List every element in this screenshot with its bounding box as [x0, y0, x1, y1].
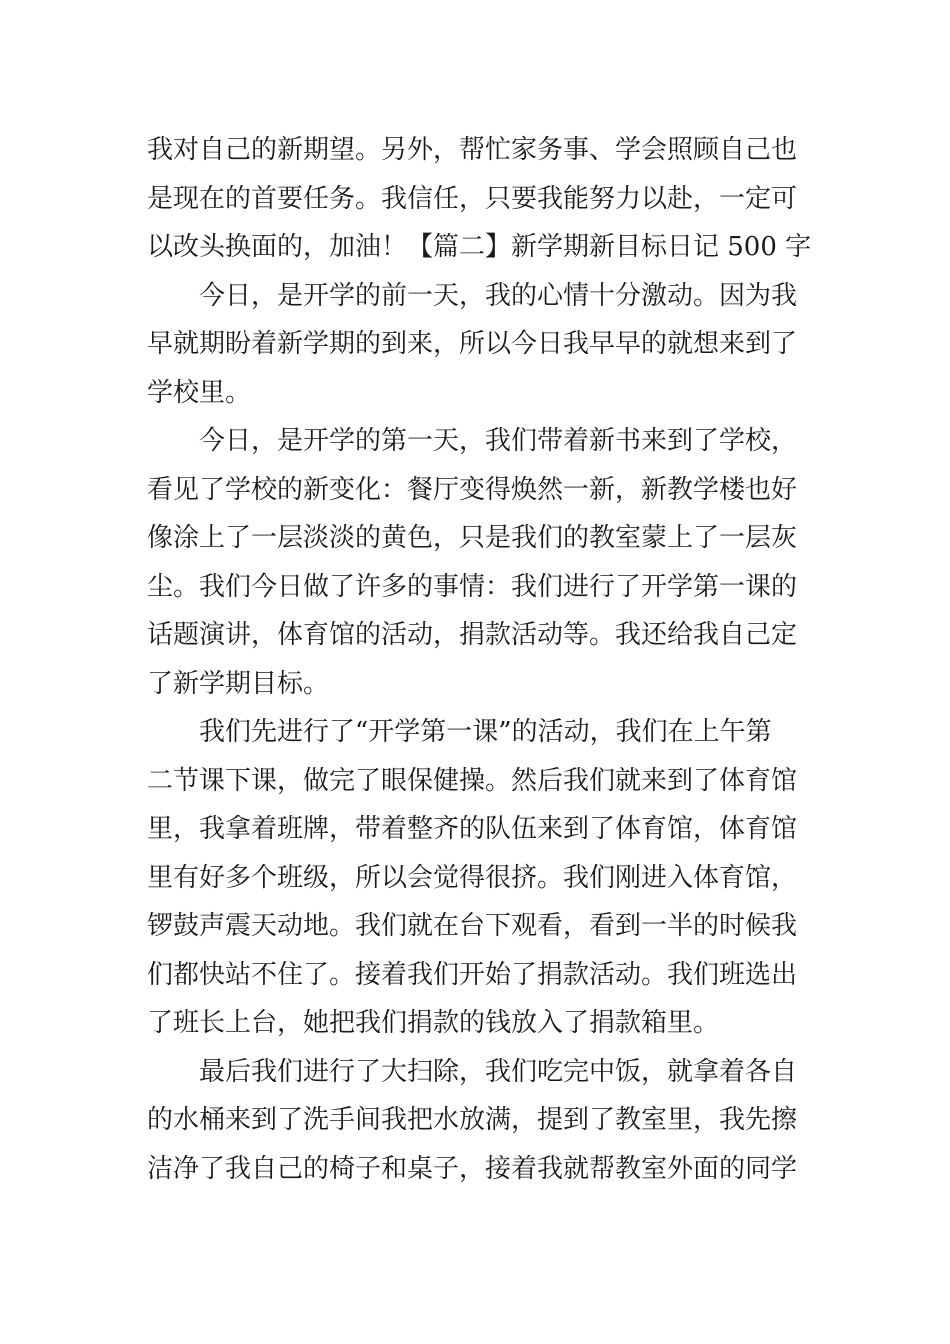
text-line: 里有好多个班级，所以会觉得很挤。我们刚进入体育馆， [147, 862, 798, 893]
text-line: 二节课下课，做完了眼保健操。然后我们就来到了体育馆 [147, 765, 798, 796]
text-line: 我对自己的新期望。另外，帮忙家务事、学会照顾自己也 [147, 135, 798, 165]
text-line: 是现在的首要任务。我信任，只要我能努力以赴，一定可 [147, 183, 798, 214]
text-line: 早就期盼着新学期的到来，所以今日我早早的就想来到了 [147, 329, 798, 359]
text-line: 尘。我们今日做了许多的事情：我们进行了开学第一课的 [147, 571, 798, 602]
body-text [147, 126, 812, 1193]
text-line: 锣鼓声震天动地。我们就在台下观看，看到一半的时候我 [147, 911, 798, 941]
paragraph-first-line: 我们先进行了“开学第一课”的活动，我们在上午第 [199, 717, 772, 747]
text-line: 里，我拿着班牌，带着整齐的队伍来到了体育馆，体育馆 [147, 814, 798, 844]
text-line: 们都快站不住了。接着我们开始了捐款活动。我们班选出 [147, 959, 798, 990]
text-line: 了班长上台，她把我们捐款的钱放入了捐款箱里。 [147, 1008, 720, 1038]
paragraph-first-line: 今日，是开学的第一天，我们带着新书来到了学校， [199, 426, 798, 456]
text-line: 像涂上了一层淡淡的黄色，只是我们的教室蒙上了一层灰 [147, 523, 798, 553]
text-line: 看见了学校的新变化：餐厅变得焕然一新，新教学楼也好 [147, 474, 798, 505]
text-line: 学校里。 [147, 377, 252, 408]
text-line: 以改头换面的，加油！【篇二】新学期新目标日记 500 字 [147, 232, 812, 262]
text-line: 话题演讲，体育馆的活动，捐款活动等。我还给我自己定 [147, 620, 798, 650]
paragraph-first-line: 今日，是开学的前一天，我的心情十分激动。因为我 [199, 280, 798, 311]
text-line: 的水桶来到了洗手间我把水放满，提到了教室里，我先擦 [147, 1105, 798, 1135]
text-line: 了新学期目标。 [147, 668, 330, 699]
text-line: 洁净了我自己的椅子和桌子，接着我就帮教室外面的同学 [147, 1153, 798, 1184]
paragraph-first-line: 最后我们进行了大扫除，我们吃完中饭，就拿着各自 [199, 1056, 798, 1087]
